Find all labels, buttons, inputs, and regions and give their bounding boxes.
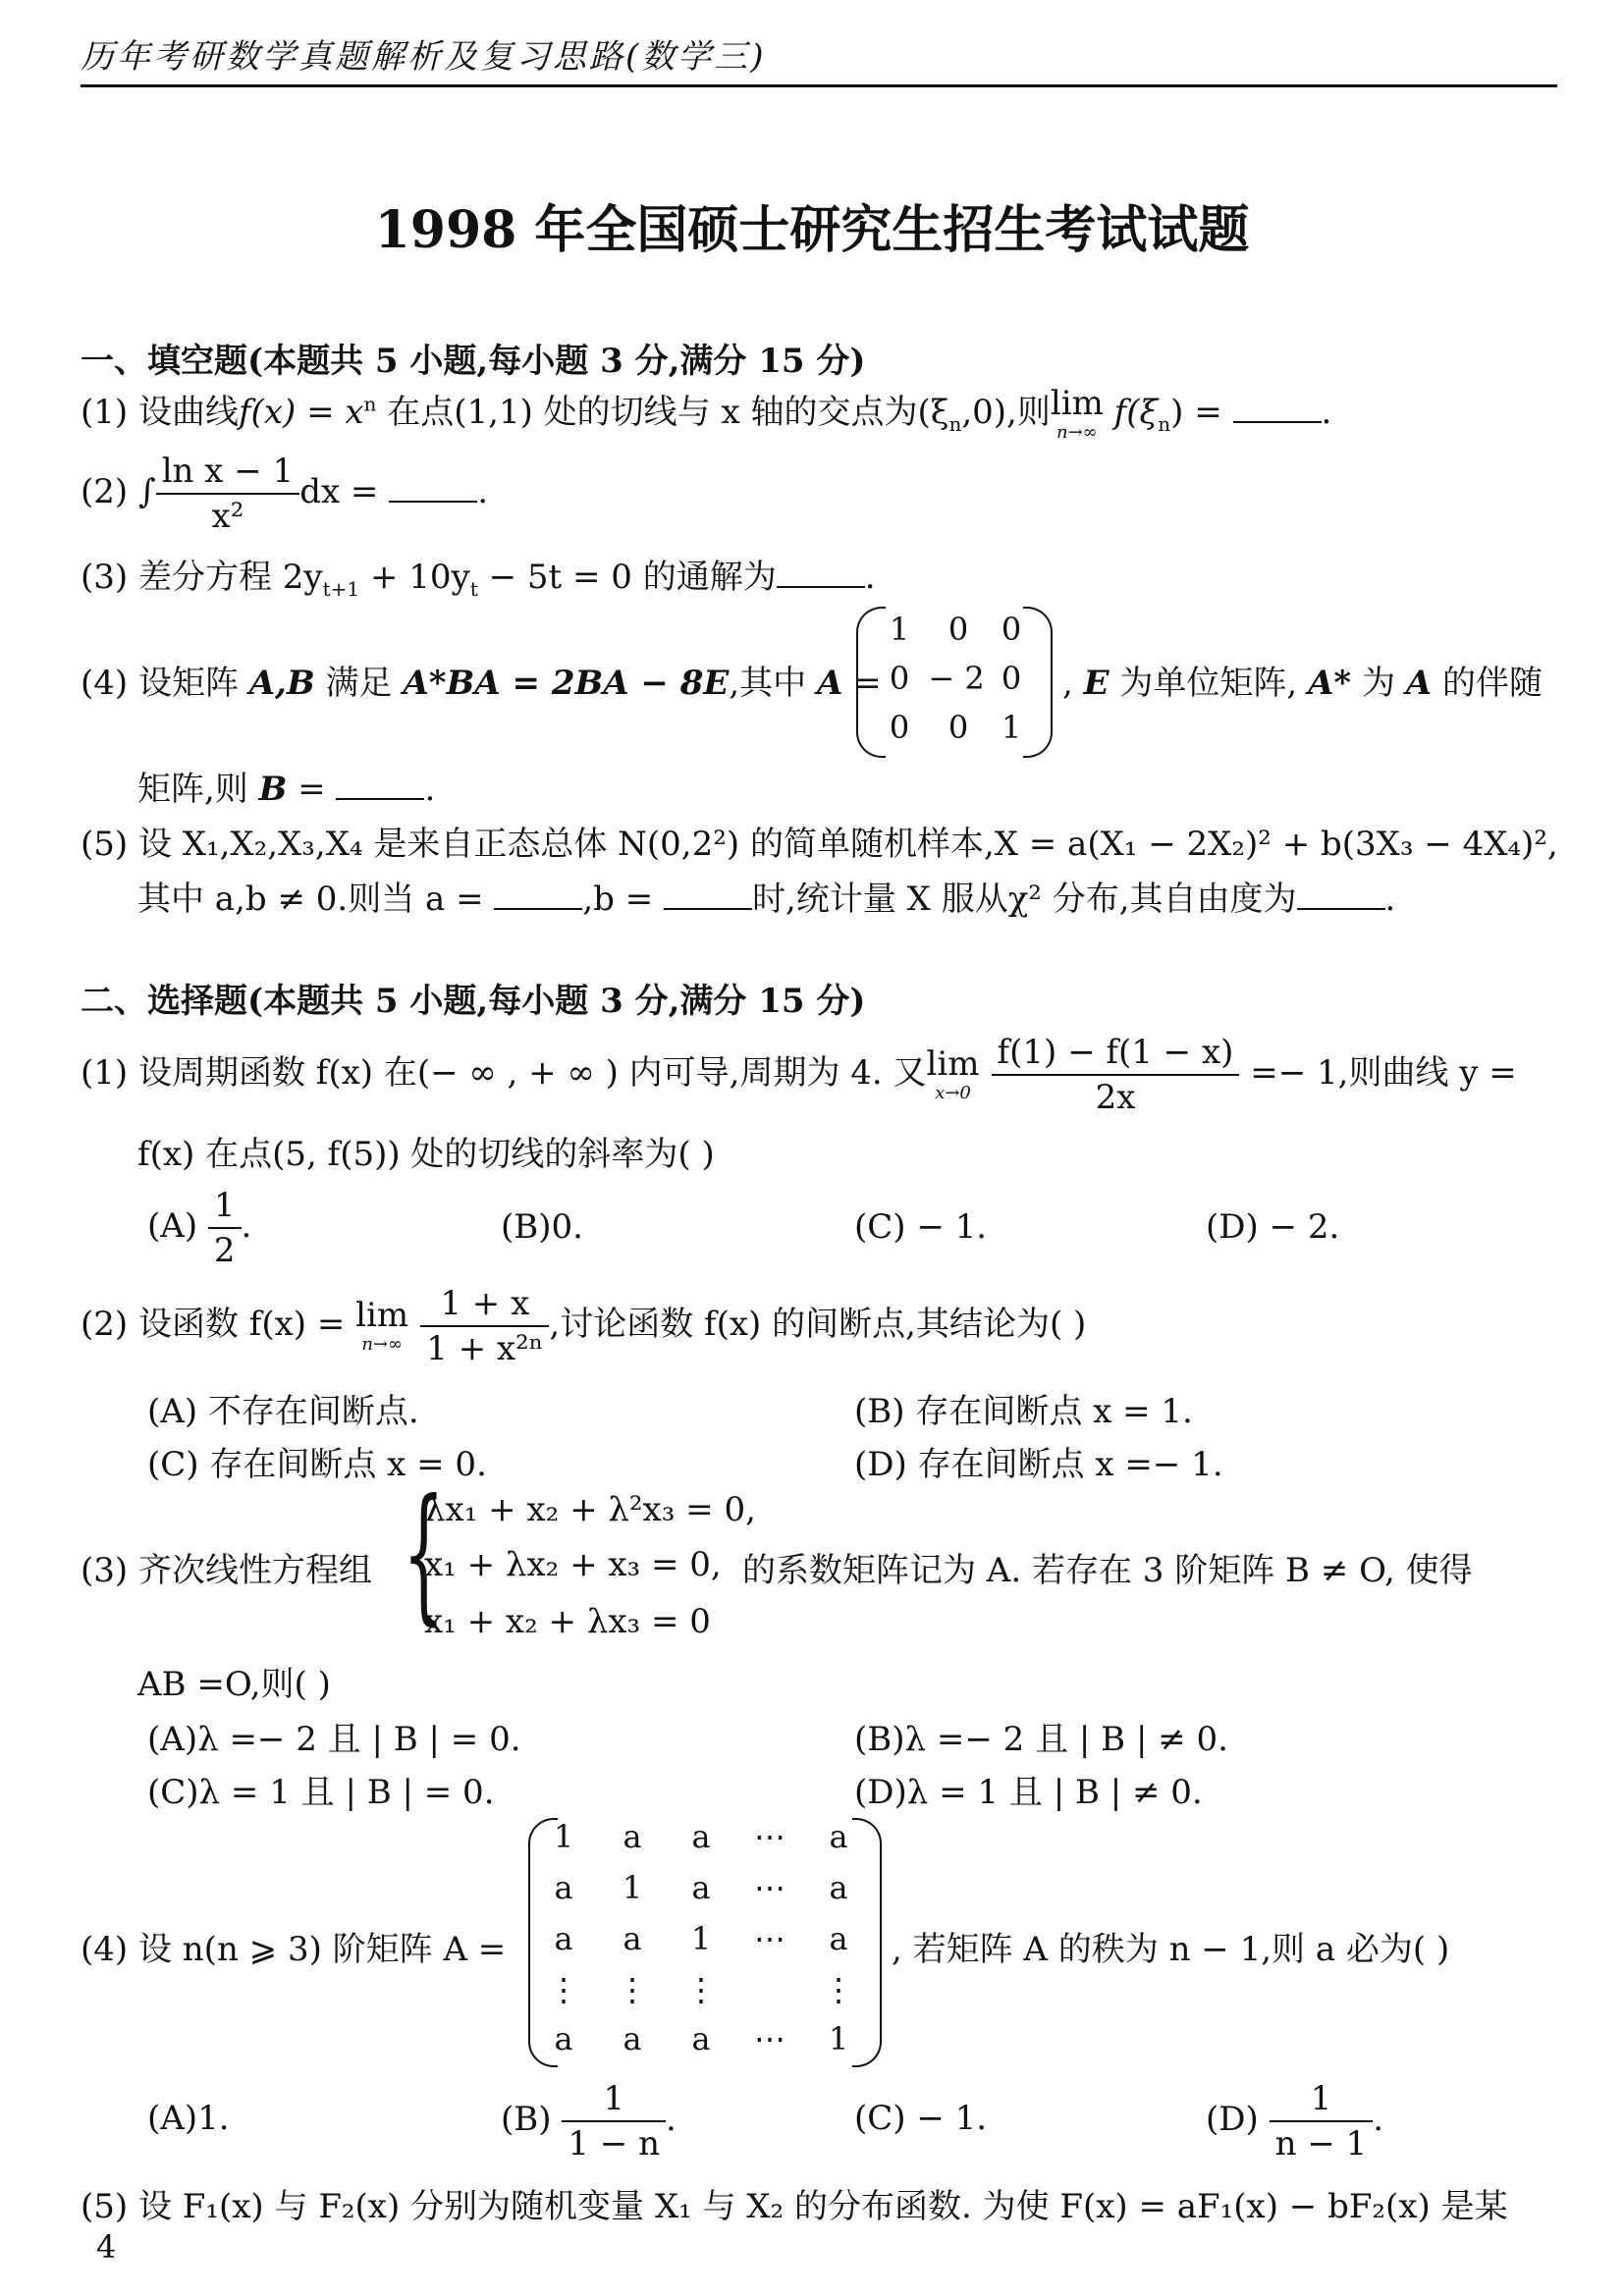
s2-q4-option-a: (A)1. (147, 2099, 230, 2138)
section2-heading: 二、选择题(本题共 5 小题,每小题 3 分,满分 15 分) (81, 982, 866, 1021)
matrix-A-3x3: 1 0 0 0 − 2 0 0 0 1 (856, 607, 1053, 754)
s2-q3-option-d: (D)λ = 1 且 | B | ≠ 0. (854, 1773, 1203, 1812)
s2-q1-option-b: (B)0. (501, 1207, 583, 1247)
s2-question-1-line2: f(x) 在点(5, f(5)) 处的切线的斜率为( ) (137, 1135, 715, 1174)
header-rule (81, 84, 1557, 87)
s1-question-1: (1) 设曲线$f(x) = x^n$ 在点(1,1) 处的切线与 x 轴的交点为$(\xi_n,0)$,则lim n→∞ $f(\xi_n)$ = . (81, 384, 1332, 443)
s2-question-4: (4) 设 n(n ⩾ 3) 阶矩阵 A = (81, 1930, 507, 1969)
s2-q2-option-c: (C) 存在间断点 x = 0. (147, 1445, 487, 1484)
page-title: 1998 年全国硕士研究生招生考试试题 (374, 200, 1250, 260)
s1-question-4-cont: , E 为单位矩阵, A* 为 A 的伴随 (1062, 664, 1543, 703)
s2-question-4-cont: , 若矩阵 A 的秩为 n − 1,则 a 必为( ) (892, 1930, 1450, 1969)
s2-q3-option-a: (A)λ =− 2 且 | B | = 0. (147, 1720, 521, 1759)
system-brace: { (403, 1468, 445, 1639)
s2-q2-option-d: (D) 存在间断点 x =− 1. (854, 1445, 1223, 1484)
s2-question-3-cont: 的系数矩阵记为 A. 若存在 3 阶矩阵 B ≠ O, 使得 (742, 1551, 1473, 1590)
s2-q2-option-a: (A) 不存在间断点. (147, 1392, 419, 1431)
s1-question-5-line2: 其中 a,b ≠ 0.则当 a = ,b = 时,统计量 X 服从χ² 分布,其自由度为 . (137, 880, 1396, 919)
s2-q3-option-c: (C)λ = 1 且 | B | = 0. (147, 1773, 495, 1812)
s2-q4-option-d: (D) $\frac{1}{n - 1}$ . (1206, 2079, 1384, 2164)
s2-question-2: (2) 设函数 f(x) = lim n→∞ $\frac{1 + x}{\text{1 + x²ⁿ}}$ ,讨论函数 f(x) 的间断点,其结论为( ) (81, 1284, 1087, 1369)
s1-question-2: (2) ∫ $\frac{\text{ln x − 1}}{\text{x²}}$ dx = . (81, 452, 489, 537)
s1-question-5: (5) 设 X₁,X₂,X₃,X₄ 是来自正态总体 N(0,2²) 的简单随机样本,X = a(X₁ − 2X₂)² + b(3X₃ − 4X₄)², (81, 825, 1558, 864)
s1-question-4-line2: 矩阵,则 B = . (137, 770, 436, 809)
s2-question-1: (1) 设周期函数 f(x) 在(− ∞ , + ∞ ) 内可导,周期为 4. 又lim x→0 $\frac{f(1) - f(1 - x)}{2x}$ =− 1,则曲线 y = (81, 1033, 1517, 1118)
s2-question-3-line2: AB =O,则( ) (137, 1665, 331, 1704)
s2-q4-option-b: (B) $\frac{1}{1 - n}$ . (501, 2079, 677, 2164)
system-eq-1: λx₁ + x₂ + λ²x₃ = 0, (424, 1490, 756, 1529)
s2-question-3: (3) 齐次线性方程组 (81, 1551, 372, 1590)
s2-question-5: (5) 设 F₁(x) 与 F₂(x) 分别为随机变量 X₁ 与 X₂ 的分布函数. 为使 F(x) = aF₁(x) − bF₂(x) 是某 (81, 2187, 1508, 2226)
s2-q1-option-c: (C) − 1. (854, 1207, 988, 1247)
running-header: 历年考研数学真题解析及复习思路(数学三) (81, 37, 767, 77)
s1-question-4: (4) 设矩阵 A,B 满足 A*BA = 2BA − 8E,其中 A = (81, 664, 882, 703)
s2-q3-option-b: (B)λ =− 2 且 | B | ≠ 0. (854, 1720, 1228, 1759)
system-eq-2: x₁ + λx₂ + x₃ = 0, (424, 1545, 722, 1584)
page-number: 4 (96, 2228, 117, 2266)
s1-question-3: (3) 差分方程 $2y_{t+1} + 10y_t - 5t = 0$ 的通解为 . (81, 558, 876, 601)
s2-q1-option-d: (D) − 2. (1206, 1207, 1340, 1247)
s2-q1-option-a: (A) $\frac{1}{2}$ . (147, 1186, 252, 1271)
matrix-A-nxn: 1 a a ⋯ a a 1 a ⋯ a a a 1 ⋯ a ⋮ ⋮ ⋮ ⋮ a a a ⋯ 1 (528, 1818, 882, 2063)
section1-heading: 一、填空题(本题共 5 小题,每小题 3 分,满分 15 分) (81, 342, 866, 381)
s2-q2-option-b: (B) 存在间断点 x = 1. (854, 1392, 1193, 1431)
system-eq-3: x₁ + x₂ + λx₃ = 0 (424, 1602, 711, 1641)
s2-q4-option-c: (C) − 1. (854, 2099, 988, 2138)
